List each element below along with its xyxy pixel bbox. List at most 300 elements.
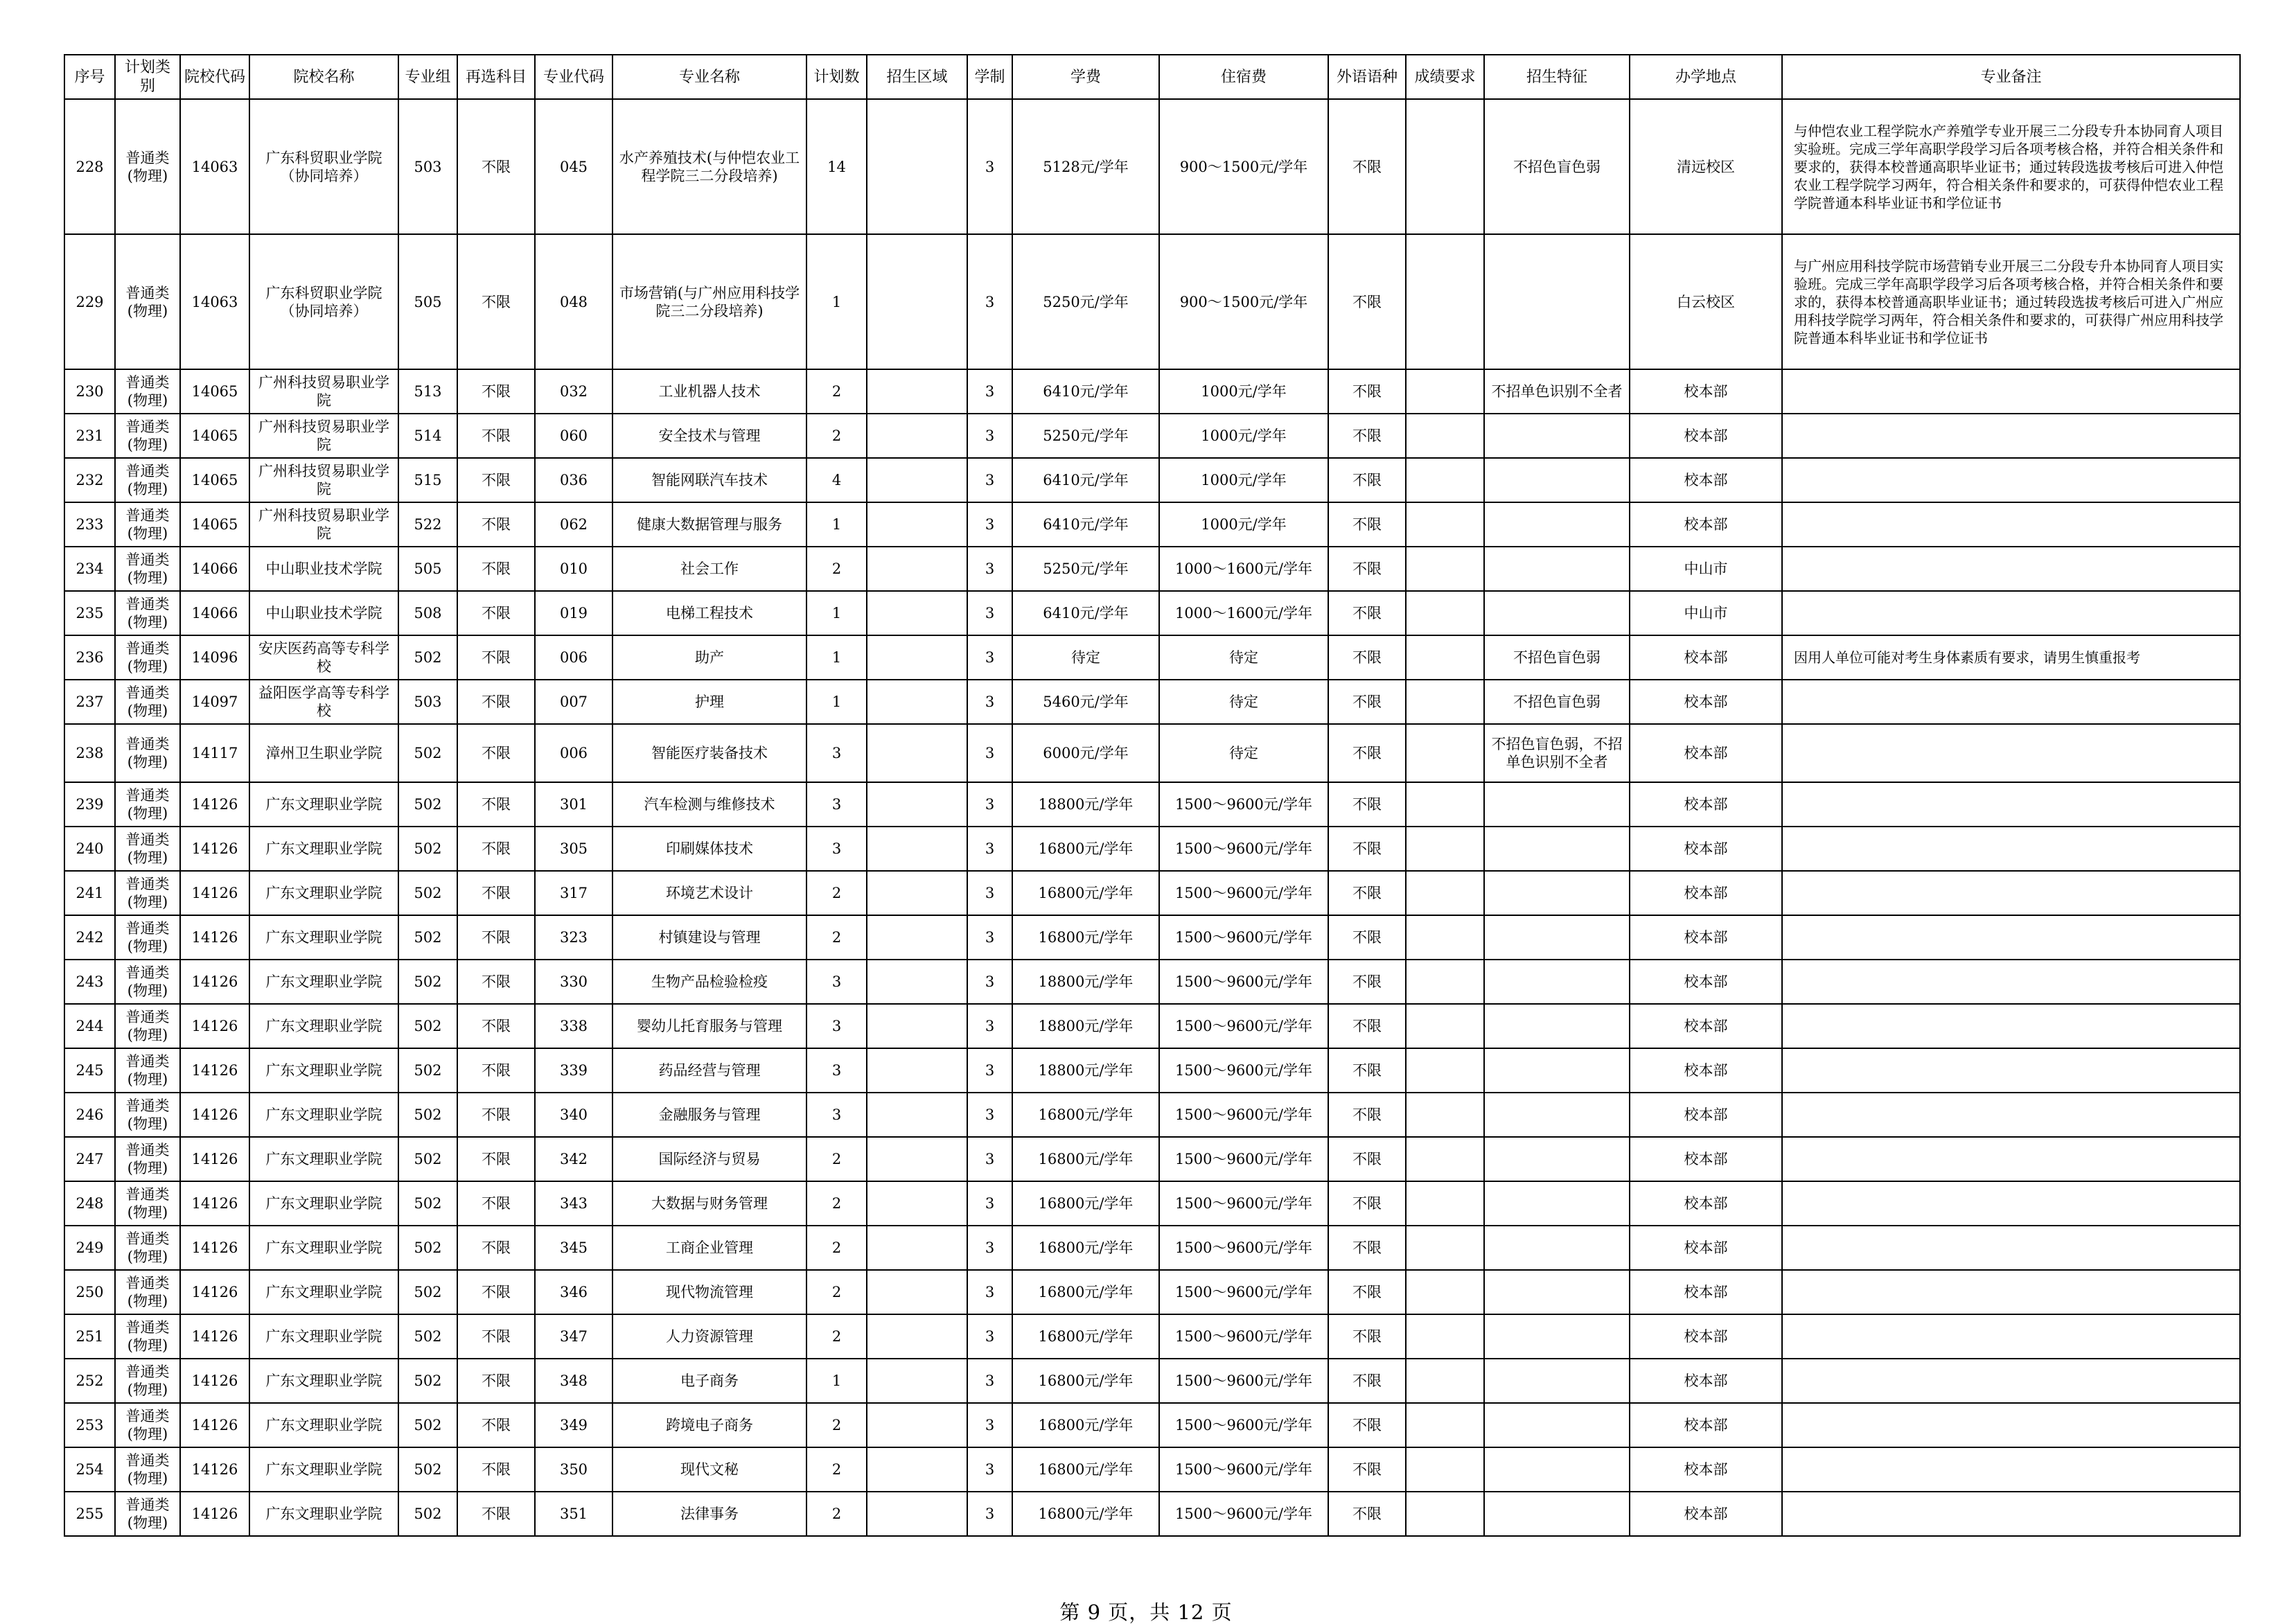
cell-major-code: 036 [535,458,612,502]
cell-remarks [1782,1359,2240,1403]
cell-school-name: 安庆医药高等专科学校 [249,635,398,680]
cell-major-name: 婴幼儿托育服务与管理 [612,1004,806,1048]
cell-tuition: 16800元/学年 [1012,1403,1159,1447]
cell-score-req [1406,1048,1484,1093]
cell-seq: 231 [64,414,115,458]
cell-major-code: 330 [535,960,612,1004]
cell-duration: 3 [967,1137,1012,1181]
cell-tuition: 6410元/学年 [1012,591,1159,635]
cell-plan-count: 14 [806,99,867,234]
cell-subject-req: 不限 [457,960,535,1004]
cell-seq: 248 [64,1181,115,1226]
cell-region [867,1270,967,1314]
cell-duration: 3 [967,99,1012,234]
cell-features: 不招色盲色弱 [1484,99,1630,234]
cell-language: 不限 [1328,680,1406,724]
cell-duration: 3 [967,591,1012,635]
table-row [64,502,2240,547]
cell-plan-type: 普通类(物理) [115,680,180,724]
cell-major-group: 513 [398,369,457,414]
cell-plan-type: 普通类(物理) [115,635,180,680]
cell-score-req [1406,1226,1484,1270]
cell-major-name: 健康大数据管理与服务 [612,502,806,547]
cell-school-name: 广东文理职业学院 [249,915,398,960]
cell-major-group: 514 [398,414,457,458]
cell-region [867,1004,967,1048]
cell-duration: 3 [967,635,1012,680]
cell-features [1484,915,1630,960]
cell-duration: 3 [967,1226,1012,1270]
cell-subject-req: 不限 [457,1492,535,1536]
cell-major-group: 502 [398,724,457,782]
cell-dorm-fee: 1500～9600元/学年 [1159,1181,1328,1226]
cell-duration: 3 [967,1093,1012,1137]
cell-language: 不限 [1328,99,1406,234]
cell-region [867,1137,967,1181]
cell-school-code: 14126 [180,1048,249,1093]
cell-score-req [1406,1270,1484,1314]
cell-dorm-fee: 900～1500元/学年 [1159,99,1328,234]
cell-seq: 250 [64,1270,115,1314]
column-header: 院校代码 [180,55,249,99]
cell-major-name: 大数据与财务管理 [612,1181,806,1226]
cell-language: 不限 [1328,547,1406,591]
cell-location: 校本部 [1630,1314,1782,1359]
cell-plan-type: 普通类(物理) [115,1093,180,1137]
cell-region [867,915,967,960]
column-header: 招生特征 [1484,55,1630,99]
cell-location: 校本部 [1630,1093,1782,1137]
cell-school-code: 14126 [180,1314,249,1359]
table-row [64,1181,2240,1226]
cell-major-group: 502 [398,1359,457,1403]
cell-dorm-fee: 900～1500元/学年 [1159,234,1328,369]
cell-dorm-fee: 1500～9600元/学年 [1159,1359,1328,1403]
cell-major-code: 317 [535,871,612,915]
cell-language: 不限 [1328,1048,1406,1093]
cell-plan-type: 普通类(物理) [115,871,180,915]
cell-plan-count: 2 [806,369,867,414]
cell-school-name: 广东文理职业学院 [249,1093,398,1137]
cell-features [1484,414,1630,458]
cell-location: 校本部 [1630,1270,1782,1314]
column-header: 学费 [1012,55,1159,99]
cell-region [867,1492,967,1536]
cell-plan-type: 普通类(物理) [115,1314,180,1359]
cell-language: 不限 [1328,1359,1406,1403]
table-row [64,871,2240,915]
cell-major-code: 048 [535,234,612,369]
cell-duration: 3 [967,827,1012,871]
cell-subject-req: 不限 [457,1314,535,1359]
table-row [64,1314,2240,1359]
table-row [64,99,2240,234]
cell-seq: 233 [64,502,115,547]
cell-region [867,680,967,724]
cell-school-name: 益阳医学高等专科学校 [249,680,398,724]
cell-plan-count: 2 [806,1403,867,1447]
column-header: 院校名称 [249,55,398,99]
cell-remarks [1782,369,2240,414]
cell-dorm-fee: 1000～1600元/学年 [1159,547,1328,591]
cell-major-code: 347 [535,1314,612,1359]
cell-subject-req: 不限 [457,827,535,871]
table-body [64,99,2240,1536]
cell-features: 不招色盲色弱 [1484,635,1630,680]
cell-subject-req: 不限 [457,871,535,915]
cell-major-name: 电梯工程技术 [612,591,806,635]
cell-language: 不限 [1328,827,1406,871]
cell-seq: 246 [64,1093,115,1137]
cell-subject-req: 不限 [457,680,535,724]
cell-school-code: 14065 [180,458,249,502]
cell-seq: 235 [64,591,115,635]
cell-plan-type: 普通类(物理) [115,1181,180,1226]
cell-language: 不限 [1328,782,1406,827]
cell-subject-req: 不限 [457,414,535,458]
cell-region [867,1093,967,1137]
cell-region [867,1181,967,1226]
cell-school-code: 14126 [180,1004,249,1048]
cell-dorm-fee: 待定 [1159,680,1328,724]
cell-dorm-fee: 1000元/学年 [1159,458,1328,502]
cell-remarks [1782,547,2240,591]
cell-plan-type: 普通类(物理) [115,1048,180,1093]
cell-score-req [1406,502,1484,547]
cell-features: 不招单色识别不全者 [1484,369,1630,414]
cell-dorm-fee: 1000元/学年 [1159,414,1328,458]
cell-subject-req: 不限 [457,1048,535,1093]
cell-language: 不限 [1328,234,1406,369]
cell-language: 不限 [1328,458,1406,502]
cell-location: 校本部 [1630,1403,1782,1447]
cell-plan-count: 3 [806,1004,867,1048]
cell-school-code: 14117 [180,724,249,782]
cell-location: 校本部 [1630,369,1782,414]
cell-tuition: 16800元/学年 [1012,1093,1159,1137]
cell-remarks [1782,458,2240,502]
cell-seq: 242 [64,915,115,960]
cell-plan-type: 普通类(物理) [115,915,180,960]
cell-major-code: 019 [535,591,612,635]
cell-score-req [1406,591,1484,635]
cell-school-name: 广东文理职业学院 [249,782,398,827]
cell-score-req [1406,871,1484,915]
cell-dorm-fee: 待定 [1159,635,1328,680]
cell-plan-type: 普通类(物理) [115,960,180,1004]
cell-school-code: 14126 [180,871,249,915]
cell-remarks [1782,1447,2240,1492]
cell-major-group: 502 [398,1492,457,1536]
cell-region [867,827,967,871]
cell-region [867,1447,967,1492]
cell-subject-req: 不限 [457,547,535,591]
cell-location: 校本部 [1630,458,1782,502]
cell-major-code: 045 [535,99,612,234]
cell-location: 校本部 [1630,827,1782,871]
cell-language: 不限 [1328,502,1406,547]
cell-school-code: 14126 [180,960,249,1004]
cell-tuition: 16800元/学年 [1012,871,1159,915]
cell-plan-count: 2 [806,915,867,960]
table-row [64,369,2240,414]
cell-language: 不限 [1328,1492,1406,1536]
cell-region [867,369,967,414]
cell-language: 不限 [1328,960,1406,1004]
cell-features [1484,1270,1630,1314]
cell-remarks [1782,502,2240,547]
cell-major-name: 市场营销(与广州应用科技学院三二分段培养) [612,234,806,369]
cell-major-code: 006 [535,724,612,782]
cell-duration: 3 [967,915,1012,960]
cell-features [1484,1447,1630,1492]
cell-school-code: 14126 [180,1226,249,1270]
cell-major-code: 305 [535,827,612,871]
cell-dorm-fee: 1500～9600元/学年 [1159,1314,1328,1359]
cell-major-group: 502 [398,782,457,827]
cell-score-req [1406,680,1484,724]
cell-dorm-fee: 1500～9600元/学年 [1159,827,1328,871]
cell-location: 校本部 [1630,680,1782,724]
cell-remarks [1782,871,2240,915]
column-header: 计划类别 [115,55,180,99]
cell-major-code: 062 [535,502,612,547]
cell-major-group: 508 [398,591,457,635]
cell-language: 不限 [1328,1181,1406,1226]
cell-remarks [1782,1004,2240,1048]
cell-language: 不限 [1328,369,1406,414]
cell-school-name: 广州科技贸易职业学院 [249,414,398,458]
cell-subject-req: 不限 [457,1403,535,1447]
table-row [64,458,2240,502]
cell-major-group: 503 [398,99,457,234]
cell-duration: 3 [967,369,1012,414]
cell-school-name: 广州科技贸易职业学院 [249,502,398,547]
cell-subject-req: 不限 [457,458,535,502]
cell-score-req [1406,1492,1484,1536]
cell-region [867,1403,967,1447]
cell-score-req [1406,724,1484,782]
cell-plan-type: 普通类(物理) [115,99,180,234]
table-row [64,827,2240,871]
cell-features [1484,234,1630,369]
cell-remarks [1782,680,2240,724]
cell-features [1484,1093,1630,1137]
cell-plan-count: 1 [806,591,867,635]
table-row [64,414,2240,458]
cell-school-code: 14126 [180,1447,249,1492]
cell-major-name: 跨境电子商务 [612,1403,806,1447]
table-row [64,1137,2240,1181]
cell-plan-type: 普通类(物理) [115,1492,180,1536]
table-row [64,680,2240,724]
cell-school-name: 广东文理职业学院 [249,871,398,915]
cell-features: 不招色盲色弱 [1484,680,1630,724]
cell-plan-count: 1 [806,680,867,724]
cell-remarks [1782,1137,2240,1181]
cell-score-req [1406,960,1484,1004]
cell-tuition: 6410元/学年 [1012,369,1159,414]
cell-plan-count: 1 [806,635,867,680]
cell-subject-req: 不限 [457,234,535,369]
cell-major-name: 现代物流管理 [612,1270,806,1314]
cell-major-name: 印刷媒体技术 [612,827,806,871]
cell-location: 白云校区 [1630,234,1782,369]
cell-remarks [1782,1226,2240,1270]
table-row [64,1270,2240,1314]
cell-tuition: 待定 [1012,635,1159,680]
cell-dorm-fee: 1500～9600元/学年 [1159,1226,1328,1270]
cell-language: 不限 [1328,1403,1406,1447]
cell-plan-type: 普通类(物理) [115,1004,180,1048]
cell-plan-count: 2 [806,1226,867,1270]
cell-major-group: 502 [398,960,457,1004]
cell-school-name: 中山职业技术学院 [249,591,398,635]
cell-seq: 234 [64,547,115,591]
cell-score-req [1406,369,1484,414]
cell-subject-req: 不限 [457,1093,535,1137]
cell-dorm-fee: 1500～9600元/学年 [1159,915,1328,960]
cell-location: 校本部 [1630,915,1782,960]
cell-tuition: 16800元/学年 [1012,915,1159,960]
cell-duration: 3 [967,1270,1012,1314]
cell-major-code: 343 [535,1181,612,1226]
cell-score-req [1406,458,1484,502]
cell-school-name: 广东文理职业学院 [249,1137,398,1181]
cell-major-group: 502 [398,1447,457,1492]
cell-major-group: 502 [398,1048,457,1093]
cell-location: 校本部 [1630,1226,1782,1270]
cell-plan-count: 2 [806,871,867,915]
cell-major-group: 502 [398,1137,457,1181]
cell-plan-type: 普通类(物理) [115,1137,180,1181]
cell-duration: 3 [967,680,1012,724]
cell-tuition: 16800元/学年 [1012,1314,1159,1359]
cell-language: 不限 [1328,1004,1406,1048]
cell-major-code: 348 [535,1359,612,1403]
cell-remarks [1782,1048,2240,1093]
cell-region [867,1314,967,1359]
cell-duration: 3 [967,1447,1012,1492]
cell-duration: 3 [967,1492,1012,1536]
cell-location: 校本部 [1630,1137,1782,1181]
cell-seq: 229 [64,234,115,369]
cell-duration: 3 [967,782,1012,827]
cell-major-name: 药品经营与管理 [612,1048,806,1093]
cell-plan-type: 普通类(物理) [115,782,180,827]
table-row [64,1093,2240,1137]
cell-location: 清远校区 [1630,99,1782,234]
cell-tuition: 6410元/学年 [1012,502,1159,547]
column-header: 序号 [64,55,115,99]
column-header: 住宿费 [1159,55,1328,99]
cell-plan-type: 普通类(物理) [115,234,180,369]
cell-location: 校本部 [1630,502,1782,547]
cell-seq: 232 [64,458,115,502]
cell-tuition: 16800元/学年 [1012,1492,1159,1536]
cell-score-req [1406,1403,1484,1447]
cell-location: 校本部 [1630,782,1782,827]
cell-language: 不限 [1328,635,1406,680]
cell-remarks [1782,1314,2240,1359]
cell-plan-count: 3 [806,782,867,827]
cell-plan-type: 普通类(物理) [115,547,180,591]
cell-school-name: 广东文理职业学院 [249,1270,398,1314]
cell-duration: 3 [967,1004,1012,1048]
cell-score-req [1406,1447,1484,1492]
cell-duration: 3 [967,458,1012,502]
cell-duration: 3 [967,414,1012,458]
cell-plan-count: 1 [806,502,867,547]
table-row [64,915,2240,960]
cell-duration: 3 [967,724,1012,782]
cell-location: 校本部 [1630,960,1782,1004]
cell-duration: 3 [967,1359,1012,1403]
cell-major-group: 502 [398,1181,457,1226]
cell-major-group: 503 [398,680,457,724]
cell-school-name: 广东文理职业学院 [249,960,398,1004]
cell-plan-type: 普通类(物理) [115,1447,180,1492]
cell-major-code: 349 [535,1403,612,1447]
cell-region [867,502,967,547]
cell-language: 不限 [1328,724,1406,782]
cell-school-code: 14126 [180,1492,249,1536]
cell-score-req [1406,1137,1484,1181]
cell-major-name: 生物产品检验检疫 [612,960,806,1004]
cell-language: 不限 [1328,1137,1406,1181]
cell-major-code: 323 [535,915,612,960]
cell-plan-count: 2 [806,1492,867,1536]
cell-tuition: 5128元/学年 [1012,99,1159,234]
column-header: 专业代码 [535,55,612,99]
table-row [64,1359,2240,1403]
cell-plan-type: 普通类(物理) [115,1359,180,1403]
cell-seq: 254 [64,1447,115,1492]
cell-school-code: 14063 [180,234,249,369]
cell-major-code: 345 [535,1226,612,1270]
table-row [64,547,2240,591]
cell-major-code: 006 [535,635,612,680]
cell-region [867,1226,967,1270]
cell-school-name: 广东文理职业学院 [249,1226,398,1270]
cell-major-group: 515 [398,458,457,502]
cell-major-name: 国际经济与贸易 [612,1137,806,1181]
cell-major-name: 环境艺术设计 [612,871,806,915]
cell-school-name: 广东文理职业学院 [249,1004,398,1048]
cell-dorm-fee: 1000元/学年 [1159,369,1328,414]
cell-major-name: 汽车检测与维修技术 [612,782,806,827]
cell-seq: 249 [64,1226,115,1270]
cell-subject-req: 不限 [457,635,535,680]
cell-score-req [1406,782,1484,827]
cell-remarks [1782,1403,2240,1447]
cell-major-name: 护理 [612,680,806,724]
cell-major-name: 法律事务 [612,1492,806,1536]
cell-score-req [1406,414,1484,458]
cell-score-req [1406,827,1484,871]
cell-plan-type: 普通类(物理) [115,414,180,458]
cell-subject-req: 不限 [457,99,535,234]
cell-subject-req: 不限 [457,502,535,547]
cell-plan-type: 普通类(物理) [115,827,180,871]
cell-tuition: 16800元/学年 [1012,1137,1159,1181]
table-row [64,635,2240,680]
cell-school-name: 广州科技贸易职业学院 [249,369,398,414]
cell-score-req [1406,915,1484,960]
cell-dorm-fee: 1500～9600元/学年 [1159,960,1328,1004]
column-header: 成绩要求 [1406,55,1484,99]
cell-dorm-fee: 1500～9600元/学年 [1159,1492,1328,1536]
